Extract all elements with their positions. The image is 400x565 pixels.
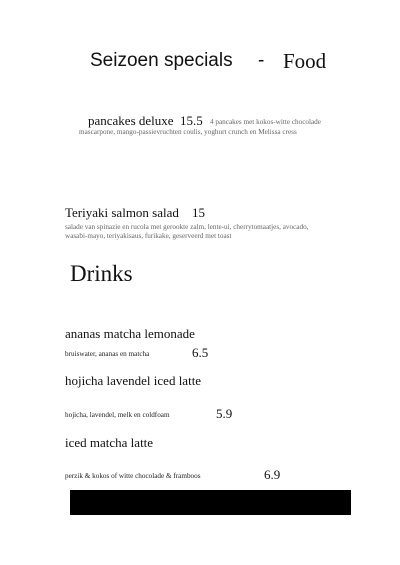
drink-item-price: 6.9 bbox=[264, 467, 281, 482]
food-item-description: salade van spinazie en rucola met gerookte zalm, lente-ui, cherrytomaatjes, avocado, bbox=[65, 223, 309, 231]
drink-item-description: hojicha, lavendel, melk en coldfoam bbox=[65, 411, 170, 419]
food-item-description: wasabi-mayo, teriyakisaus, furikake, geserveerd met toast bbox=[65, 232, 232, 240]
drink-item-price: 6.5 bbox=[192, 345, 209, 360]
drink-item-price: 5.9 bbox=[216, 406, 233, 421]
food-item-description: mascarpone, mango-passievruchten coulis, yoghurt crunch en Melissa cress bbox=[79, 128, 297, 136]
drink-item-name: ananas matcha lemonade bbox=[65, 326, 195, 341]
food-item-price: 15 bbox=[192, 205, 205, 220]
page-title-left: Seizoen specials bbox=[90, 50, 233, 71]
food-item-description: 4 pancakes met kokos-witte chocolade bbox=[210, 118, 321, 126]
page-title-right: Food bbox=[283, 49, 327, 73]
drink-item-name: iced matcha latte bbox=[65, 435, 154, 450]
drinks-heading: Drinks bbox=[70, 261, 133, 286]
title-separator: - bbox=[258, 50, 265, 71]
drink-item-name: hojicha lavendel iced latte bbox=[65, 373, 202, 388]
black-bar bbox=[70, 490, 351, 515]
drink-item-description: perzik & kokos of witte chocolade & framboos bbox=[65, 472, 201, 480]
drink-item-description: bruiswater, ananas en matcha bbox=[65, 350, 150, 358]
food-item-name: Teriyaki salmon salad bbox=[65, 205, 179, 220]
food-item-price: 15.5 bbox=[180, 113, 203, 128]
food-item-name: pancakes deluxe bbox=[88, 113, 174, 128]
